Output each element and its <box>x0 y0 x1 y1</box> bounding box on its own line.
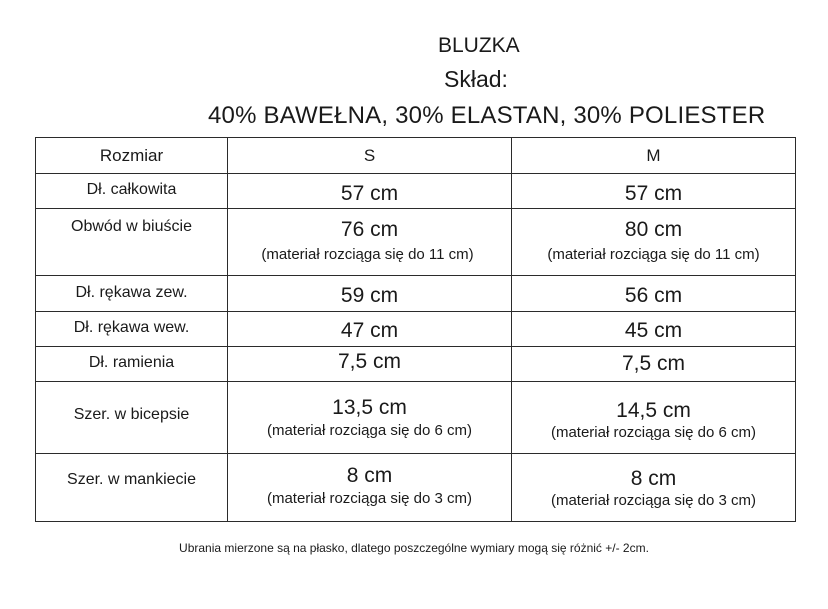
size-table <box>35 137 796 522</box>
value-s: 8 cm <box>346 464 393 487</box>
table-header-row <box>36 138 796 174</box>
value-cell <box>228 276 512 312</box>
row-label-cell <box>36 382 228 454</box>
row-label-cell <box>36 312 228 347</box>
value-cell <box>228 382 512 454</box>
composition-label: Skład: <box>444 66 508 92</box>
value-cell <box>228 174 512 209</box>
value-cell <box>228 209 512 276</box>
value-cell <box>512 276 796 312</box>
stretch-note-s: (materiał rozciąga się do 11 cm) <box>261 246 474 263</box>
measurement-disclaimer: Ubrania mierzone są na płasko, dlatego poszczególne wymiary mogą się różnić +/- 2cm. <box>179 541 649 555</box>
value-cell <box>228 312 512 347</box>
header-cell <box>512 138 796 174</box>
row-label-cell <box>36 347 228 382</box>
table-row <box>36 382 796 454</box>
row-label-cell <box>36 209 228 276</box>
value-cell <box>228 454 512 522</box>
row-label: Szer. w mankiecie <box>67 471 196 488</box>
table-row <box>36 276 796 312</box>
value-cell <box>512 174 796 209</box>
table-row <box>36 174 796 209</box>
table-row <box>36 454 796 522</box>
value-cell <box>512 209 796 276</box>
value-s: 59 cm <box>340 284 399 307</box>
row-label: Dł. rękawa zew. <box>75 284 188 301</box>
product-title: BLUZKA <box>438 34 520 57</box>
row-label-cell <box>36 454 228 522</box>
row-label: Szer. w bicepsie <box>73 406 190 423</box>
composition-text: 40% BAWEŁNA, 30% ELASTAN, 30% POLIESTER <box>208 102 766 129</box>
value-m: 57 cm <box>624 182 683 205</box>
table-row <box>36 209 796 276</box>
table-row <box>36 347 796 382</box>
value-cell <box>228 347 512 382</box>
row-label: Dł. rękawa wew. <box>73 319 190 336</box>
header-size-m: M <box>646 146 661 165</box>
value-m: 56 cm <box>624 284 683 307</box>
value-m: 14,5 cm <box>616 399 691 422</box>
header-cell <box>228 138 512 174</box>
table-row <box>36 312 796 347</box>
stretch-note-m: (materiał rozciąga się do 6 cm) <box>550 424 757 441</box>
value-s: 7,5 cm <box>337 350 402 373</box>
value-s: 47 cm <box>340 319 399 342</box>
value-m: 80 cm <box>624 218 683 241</box>
stretch-note-m: (materiał rozciąga się do 11 cm) <box>547 246 760 263</box>
value-m: 45 cm <box>624 319 683 342</box>
value-s: 57 cm <box>340 182 399 205</box>
value-cell <box>512 312 796 347</box>
stretch-note-s: (materiał rozciąga się do 6 cm) <box>266 422 473 439</box>
row-label: Dł. całkowita <box>86 181 177 198</box>
stretch-note-m: (materiał rozciąga się do 3 cm) <box>550 492 757 509</box>
row-label-cell <box>36 174 228 209</box>
value-cell <box>512 382 796 454</box>
value-s: 76 cm <box>340 218 399 241</box>
value-m: 8 cm <box>630 467 677 490</box>
row-label: Obwód w biuście <box>71 218 192 235</box>
value-cell <box>512 454 796 522</box>
value-cell <box>512 347 796 382</box>
header-size-s: S <box>363 146 376 165</box>
row-label-cell <box>36 276 228 312</box>
value-m: 7,5 cm <box>621 352 686 375</box>
header-size-label: Rozmiar <box>99 146 164 165</box>
header-cell <box>36 138 228 174</box>
stretch-note-s: (materiał rozciąga się do 3 cm) <box>266 490 473 507</box>
value-s: 13,5 cm <box>332 396 407 419</box>
row-label: Dł. ramienia <box>88 354 175 371</box>
